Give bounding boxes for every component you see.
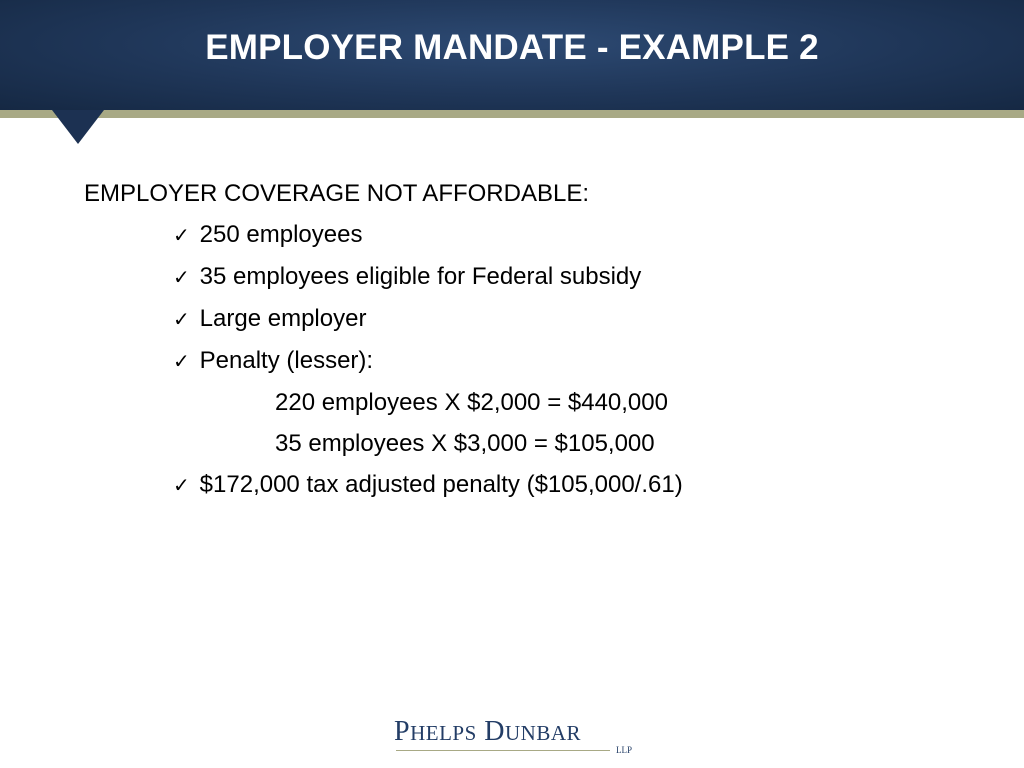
checkmark-icon: ✓ (173, 265, 190, 289)
logo-llp-suffix: LLP (616, 745, 633, 755)
bullet-item (84, 214, 683, 256)
firm-logo (394, 716, 634, 756)
firm-logo-wordmark: PHELPS DUNBAR (394, 716, 582, 747)
header-accent-stripe (0, 110, 1024, 118)
checkmark-icon: ✓ (173, 223, 190, 247)
checkmark-icon: ✓ (173, 307, 190, 331)
bullet-item (84, 464, 683, 506)
sub-item: 35 employees X $3,000 = $105,000 (275, 430, 655, 457)
bullet-item (84, 298, 683, 340)
bullet-text: $172,000 tax adjusted penalty ($105,000/.61) (199, 471, 683, 498)
content-heading: EMPLOYER COVERAGE NOT AFFORDABLE: (84, 180, 590, 207)
slide-title: EMPLOYER MANDATE - EXAMPLE 2 (205, 28, 819, 67)
checkmark-icon: ✓ (173, 349, 190, 373)
bullet-text: Penalty (lesser): (199, 347, 374, 374)
checkmark-icon: ✓ (173, 473, 190, 497)
sub-item: 220 employees X $2,000 = $440,000 (275, 389, 668, 416)
bullet-text: Large employer (199, 305, 367, 332)
bullet-item (84, 340, 683, 382)
bullet-text: 250 employees (199, 221, 363, 248)
logo-underline (396, 750, 610, 751)
header-notch-triangle (52, 110, 104, 144)
bullet-item (84, 256, 683, 298)
slide-content (84, 173, 683, 506)
bullet-text: 35 employees eligible for Federal subsidy (199, 263, 642, 290)
header-banner (0, 0, 1024, 110)
